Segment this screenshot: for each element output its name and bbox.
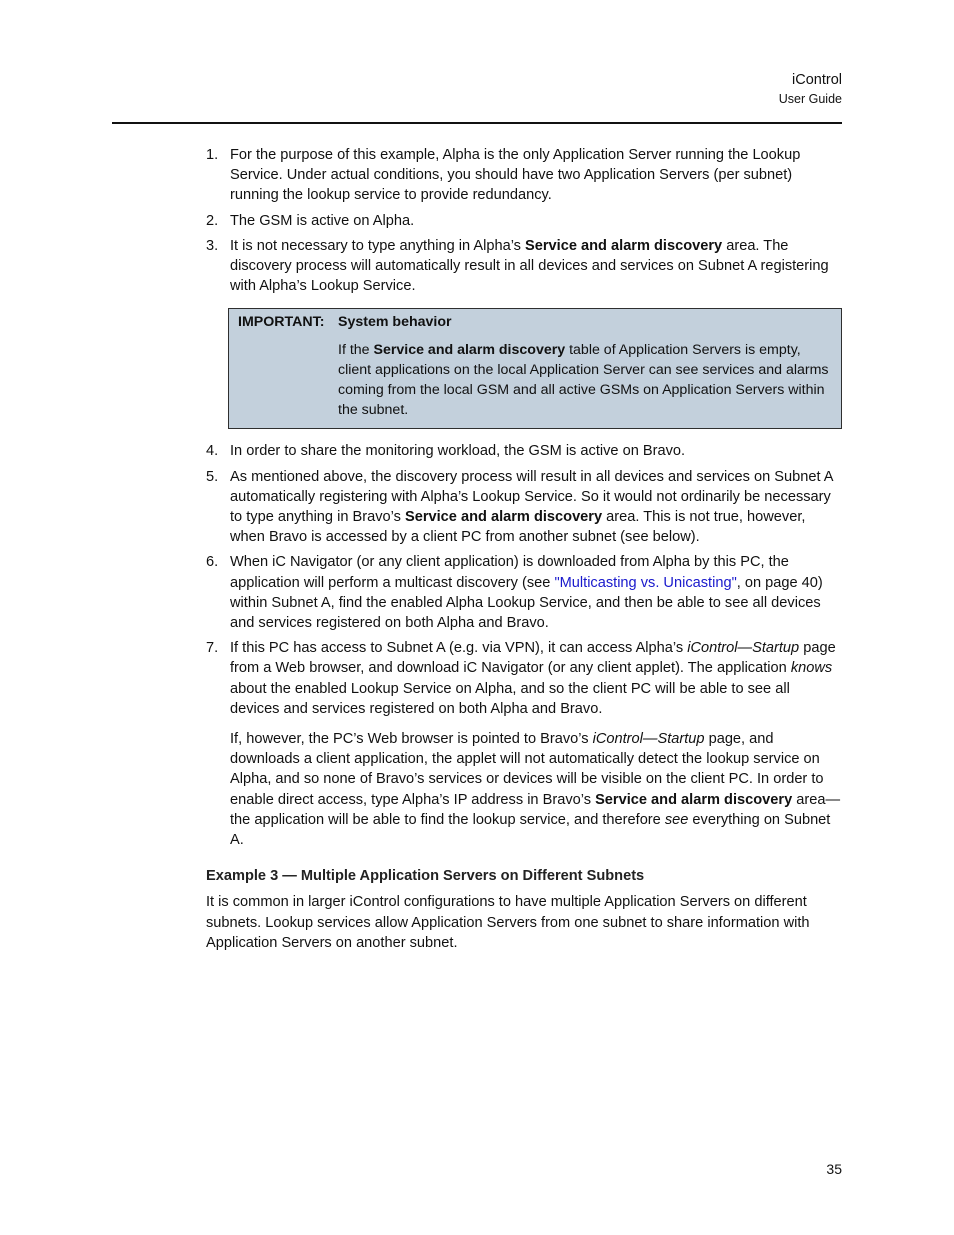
bold-term: Service and alarm discovery	[373, 342, 566, 359]
note-title: System behavior	[338, 314, 452, 331]
section-paragraph: It is common in larger iControl configurations to have multiple Application Servers on different subnets. Lookup services allow Application Servers from one subnet to share information with Application Servers on another subnet.	[206, 894, 810, 951]
text-run: table of Application Servers is empty, client applications on the local Application Server can see services and alarms coming from the local GSM and all active GSMs on Application Servers within the subnet.	[338, 342, 829, 419]
list-item-7	[206, 638, 842, 850]
text-run: about the enabled Lookup Service on Alpha, and so the client PC will be able to see all devices and services registered on both Alpha and Bravo.	[230, 680, 790, 717]
bold-term: Service and alarm discovery	[595, 791, 793, 808]
bold-term: Service and alarm discovery	[404, 509, 603, 526]
list-number: 2.	[206, 212, 219, 229]
text-run: As mentioned above, the discovery process will result in all devices and services on Subnet A automatically registering with Alpha’s Lookup Service. So it would not ordinarily be necessary to type anything in Bravo’s	[230, 468, 833, 526]
list-continuation	[230, 729, 842, 850]
note-label: IMPORTANT:	[238, 314, 325, 331]
list-text	[230, 552, 842, 633]
list-item-4	[206, 441, 842, 461]
list-item-1	[206, 145, 842, 206]
text-run: everything on Subnet A.	[230, 811, 831, 849]
list-item-2	[206, 211, 842, 231]
text-run: area. This is not true, however, when Bravo is accessed by a client PC from another subnet (see below).	[230, 509, 806, 546]
list-number: 7.	[206, 640, 219, 657]
italic-term: iControl—Startup	[592, 731, 705, 748]
list-text: In order to share the monitoring workload, the GSM is active on Bravo.	[230, 443, 686, 460]
text-run: If, however, the PC’s Web browser is pointed to Bravo’s	[230, 731, 593, 748]
list-text: The GSM is active on Alpha.	[230, 212, 415, 229]
italic-term: iControl—Startup	[687, 640, 800, 657]
list-number: 3.	[206, 237, 219, 254]
page-body	[206, 145, 842, 953]
running-header	[779, 70, 842, 108]
list-number: 4.	[206, 443, 219, 460]
list-text: For the purpose of this example, Alpha is the only Application Server running the Lookup Service. Under actual conditions, you should have two Application Servers (per subnet) running the lookup service to provide redundancy.	[230, 147, 801, 204]
list-number: 6.	[206, 554, 219, 571]
list-text	[230, 467, 842, 548]
text-run: page from a Web browser, and download iC Navigator (or any client applet). The application	[230, 640, 836, 677]
text-run: When iC Navigator (or any client application) is downloaded from Alpha by this PC, the application will perform a multicast discovery (see	[230, 554, 789, 591]
text-run: If the	[338, 342, 374, 359]
note-heading	[238, 312, 831, 332]
header-guide: User Guide	[778, 92, 842, 106]
header-product: iControl	[792, 72, 842, 88]
list-number: 5.	[206, 468, 219, 485]
list-text	[230, 638, 842, 719]
text-run: It is not necessary to type anything in Alpha’s	[230, 237, 526, 254]
section-heading: Example 3 — Multiple Application Servers on Different Subnets	[206, 868, 645, 885]
text-run: area—the application will be able to find the lookup service, and therefore	[230, 791, 841, 828]
italic-term: knows	[790, 660, 833, 677]
header-rule	[112, 122, 842, 124]
page-number: 35	[826, 1161, 842, 1177]
italic-term: see	[664, 811, 689, 828]
note-body	[338, 340, 831, 420]
list-item-6	[206, 552, 842, 633]
bold-term: Service and alarm discovery	[525, 237, 723, 254]
text-run: area. The discovery process will automatically result in all devices and services on Subnet A registering with Alpha’s Lookup Service.	[230, 237, 829, 295]
list-number: 1.	[206, 147, 219, 163]
list-item-3	[206, 236, 842, 297]
text-run: page, and downloads a client application, the applet will not automatically detect the lookup service on Alpha, and so none of Bravo’s services or devices will be visible on the client PC. In order to enable direct access, type Alpha’s IP address in Bravo’s	[230, 731, 824, 808]
text-run: If this PC has access to Subnet A (e.g. via VPN), it can access Alpha’s	[230, 640, 688, 657]
cross-reference-link[interactable]: "Multicasting vs. Unicasting"	[554, 574, 737, 591]
list-text	[230, 236, 842, 297]
important-note	[228, 308, 842, 429]
list-item-5	[206, 467, 842, 548]
text-run: , on page 40) within Subnet A, find the enabled Alpha Lookup Service, and then be able to see all devices and services registered on both Alpha and Bravo.	[230, 574, 823, 632]
